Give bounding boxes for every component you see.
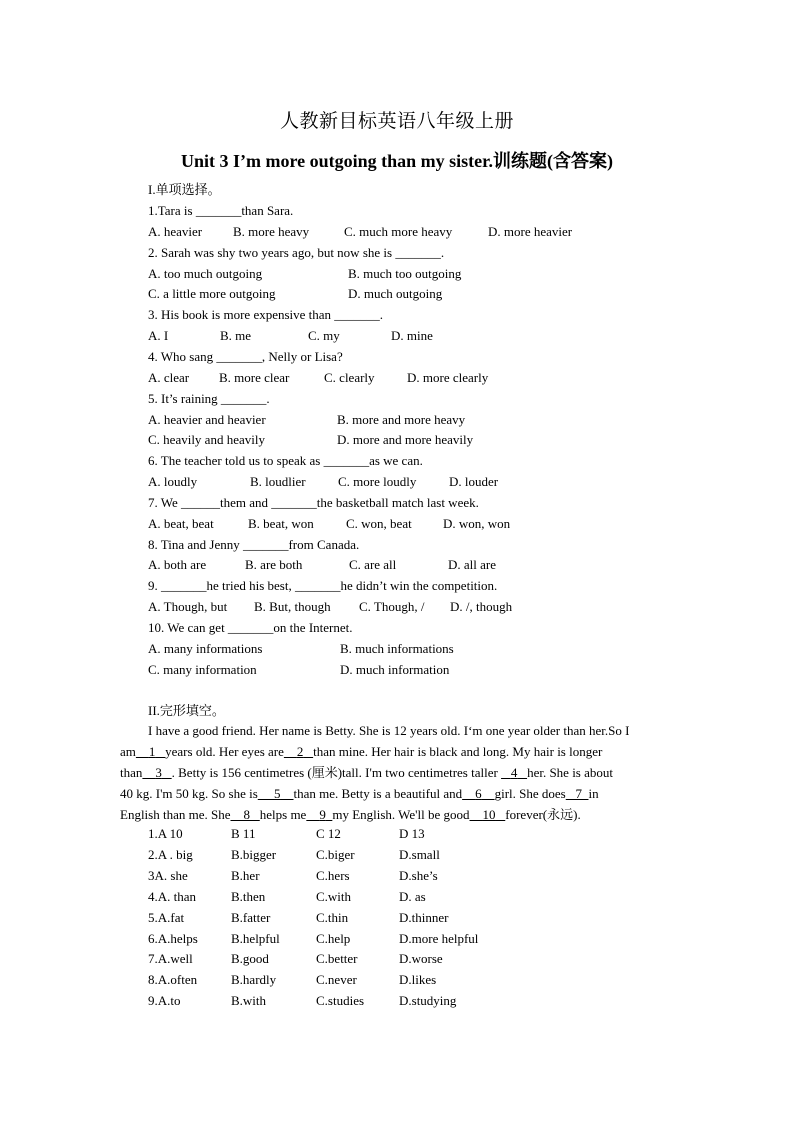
document-title-unit: Unit 3 I’m more outgoing than my sister.训练题(含答案) bbox=[181, 151, 613, 171]
question-7-option-D: D. won, won bbox=[443, 515, 511, 531]
cloze-3-option-A: 3A. she bbox=[148, 867, 188, 883]
question-9-option-A: A. Though, but bbox=[148, 599, 228, 615]
passage-text: her. She is about bbox=[527, 765, 613, 780]
blank-7: 7 bbox=[575, 786, 582, 801]
section2-heading: II.完形填空。 bbox=[148, 703, 225, 718]
question-3-option-D: D. mine bbox=[391, 328, 433, 344]
cloze-7-option-C: C.better bbox=[316, 951, 358, 967]
cloze-5-option-C: C.thin bbox=[316, 909, 349, 925]
question-8-option-A: A. both are bbox=[148, 557, 207, 573]
passage-text: my English. We'll be good bbox=[332, 807, 470, 822]
cloze-9-option-B: B.with bbox=[231, 993, 267, 1009]
question-1-stem: 1.Tara is _______than Sara. bbox=[148, 203, 294, 218]
question-3-stem: 3. His book is more expensive than _______. bbox=[148, 307, 384, 323]
question-8-stem: 8. Tina and Jenny _______from Canada. bbox=[148, 536, 360, 552]
question-6-stem: 6. The teacher told us to speak as _______as we can. bbox=[148, 453, 423, 469]
passage-line-3 bbox=[120, 762, 674, 783]
passage-text: I have a good friend. Her name is Betty. She is 12 years old. I‘m one year older than her.So I bbox=[148, 723, 630, 738]
cloze-4-option-A: 4.A. than bbox=[148, 888, 197, 904]
cloze-9-option-C: C.studies bbox=[316, 993, 365, 1009]
cloze-5-option-B: B.fatter bbox=[231, 909, 271, 925]
question-3-option-C: C. my bbox=[308, 328, 340, 344]
passage-text: 40 kg. I'm 50 kg. So she is bbox=[120, 786, 258, 801]
question-9-option-B: B. But, though bbox=[254, 599, 331, 615]
question-1-option-B: B. more heavy bbox=[233, 223, 310, 239]
passage-text: helps me bbox=[259, 807, 307, 822]
blank-10: 10 bbox=[482, 807, 496, 822]
cloze-6-option-A: 6.A.helps bbox=[148, 930, 198, 946]
question-5-option-B: B. more and more heavy bbox=[337, 411, 466, 427]
question-4-option-D: D. more clearly bbox=[407, 369, 489, 385]
passage-text: girl. She does bbox=[494, 786, 566, 801]
question-3-option-B: B. me bbox=[220, 328, 252, 344]
cloze-5-option-A: 5.A.fat bbox=[148, 909, 185, 925]
cloze-7-option-B: B.good bbox=[231, 951, 269, 967]
cloze-2-option-A: 2.A . big bbox=[148, 846, 193, 862]
question-5-option-A: A. heavier and heavier bbox=[148, 411, 266, 427]
cloze-4-option-B: B.then bbox=[231, 888, 266, 904]
question-9-option-D: D. /, though bbox=[450, 599, 513, 615]
question-2-option-B: B. much too outgoing bbox=[348, 265, 462, 281]
question-10-option-C: C. many information bbox=[148, 661, 257, 677]
question-3-option-A: A. I bbox=[148, 328, 169, 344]
cloze-4-option-D: D. as bbox=[399, 888, 426, 904]
cloze-8-option-D: D.likes bbox=[399, 972, 437, 988]
cloze-3-option-C: C.hers bbox=[316, 867, 350, 883]
question-7-option-A: A. beat, beat bbox=[148, 515, 214, 531]
passage-text: forever(永远). bbox=[505, 807, 581, 822]
passage-line-5 bbox=[120, 804, 674, 825]
passage-line-4 bbox=[120, 783, 674, 804]
document-title-cn: 人教新目标英语八年级上册 bbox=[279, 111, 514, 132]
cloze-1-option-C: C 12 bbox=[316, 826, 341, 841]
question-2-option-C: C. a little more outgoing bbox=[148, 286, 276, 302]
question-9-option-C: C. Though, / bbox=[359, 599, 425, 615]
cloze-6-option-B: B.helpful bbox=[231, 930, 280, 946]
question-4-stem: 4. Who sang _______, Nelly or Lisa? bbox=[148, 348, 343, 364]
cloze-1-option-A: 1.A 10 bbox=[148, 826, 183, 841]
section1-heading: I.单项选择。 bbox=[148, 182, 221, 197]
cloze-4-option-C: C.with bbox=[316, 888, 352, 904]
cloze-6-option-D: D.more helpful bbox=[399, 930, 479, 946]
cloze-9-option-A: 9.A.to bbox=[148, 993, 181, 1009]
cloze-passage bbox=[120, 720, 674, 825]
cloze-2-option-C: C.biger bbox=[316, 846, 355, 862]
question-2-stem: 2. Sarah was shy two years ago, but now she is _______. bbox=[148, 244, 445, 260]
question-8-option-D: D. all are bbox=[448, 557, 497, 573]
question-1-option-A: A. heavier bbox=[148, 223, 203, 239]
question-2-option-A: A. too much outgoing bbox=[148, 265, 263, 281]
passage-text: years old. Her eyes are bbox=[165, 744, 284, 759]
blank-4: 4 bbox=[510, 765, 518, 780]
question-5-option-D: D. more and more heavily bbox=[337, 432, 474, 448]
question-5-stem: 5. It’s raining _______. bbox=[148, 390, 270, 406]
blank-9: 9 bbox=[319, 807, 326, 822]
question-9-stem: 9. _______he tried his best, _______he didn’t win the competition. bbox=[148, 578, 498, 594]
question-6-option-B: B. loudlier bbox=[250, 474, 306, 490]
blank-3: 3 bbox=[155, 765, 162, 780]
cloze-7-option-D: D.worse bbox=[399, 951, 443, 967]
question-10-option-D: D. much information bbox=[340, 661, 450, 677]
cloze-7-option-A: 7.A.well bbox=[148, 951, 193, 967]
question-7-option-C: C. won, beat bbox=[346, 515, 412, 531]
passage-line-1 bbox=[120, 720, 674, 741]
question-6-option-D: D. louder bbox=[449, 474, 499, 490]
question-1-option-C: C. much more heavy bbox=[344, 223, 453, 239]
question-8-option-B: B. are both bbox=[245, 557, 303, 573]
cloze-8-option-B: B.hardly bbox=[231, 972, 277, 988]
cloze-2-option-D: D.small bbox=[399, 846, 440, 862]
passage-text: . Betty is 156 centimetres (厘米)tall. I'm two centimetres taller bbox=[171, 765, 502, 780]
question-2-option-D: D. much outgoing bbox=[348, 286, 443, 302]
passage-text: in bbox=[588, 786, 599, 801]
question-6-option-C: C. more loudly bbox=[338, 474, 417, 490]
cloze-1-option-B: B 11 bbox=[231, 826, 256, 841]
question-10-option-B: B. much informations bbox=[340, 640, 454, 656]
question-1-option-D: D. more heavier bbox=[488, 223, 573, 239]
question-4-option-C: C. clearly bbox=[324, 369, 375, 385]
cloze-8-option-C: C.never bbox=[316, 972, 357, 988]
cloze-8-option-A: 8.A.often bbox=[148, 972, 198, 988]
blank-1: 1 bbox=[148, 744, 156, 759]
blank-2: 2 bbox=[296, 744, 304, 759]
question-4-option-B: B. more clear bbox=[219, 369, 290, 385]
cloze-1-option-D: D 13 bbox=[399, 826, 425, 841]
passage-text: English than me. She bbox=[120, 807, 231, 822]
question-7-option-B: B. beat, won bbox=[248, 515, 314, 531]
passage-text: am bbox=[120, 744, 136, 759]
passage-line-2 bbox=[120, 741, 674, 762]
question-4-option-A: A. clear bbox=[148, 369, 190, 385]
blank-8: 8 bbox=[243, 807, 250, 822]
blank-6: 6 bbox=[475, 786, 482, 801]
question-7-stem: 7. We ______them and _______the basketball match last week. bbox=[148, 494, 479, 510]
cloze-3-option-D: D.she’s bbox=[399, 867, 438, 883]
cloze-3-option-B: B.her bbox=[231, 867, 260, 883]
question-10-stem: 10. We can get _______on the Internet. bbox=[148, 620, 353, 635]
passage-text: than bbox=[120, 765, 143, 780]
question-8-option-C: C. are all bbox=[349, 557, 397, 573]
blank-5: 5 bbox=[274, 786, 281, 801]
question-10-option-A: A. many informations bbox=[148, 640, 263, 656]
question-6-option-A: A. loudly bbox=[148, 474, 198, 490]
cloze-2-option-B: B.bigger bbox=[231, 846, 277, 862]
cloze-5-option-D: D.thinner bbox=[399, 909, 449, 925]
passage-text: than mine. Her hair is black and long. My hair is longer bbox=[313, 744, 603, 759]
passage-text: than me. Betty is a beautiful and bbox=[293, 786, 463, 801]
question-5-option-C: C. heavily and heavily bbox=[148, 432, 265, 448]
cloze-6-option-C: C.help bbox=[316, 930, 351, 946]
cloze-9-option-D: D.studying bbox=[399, 993, 457, 1009]
